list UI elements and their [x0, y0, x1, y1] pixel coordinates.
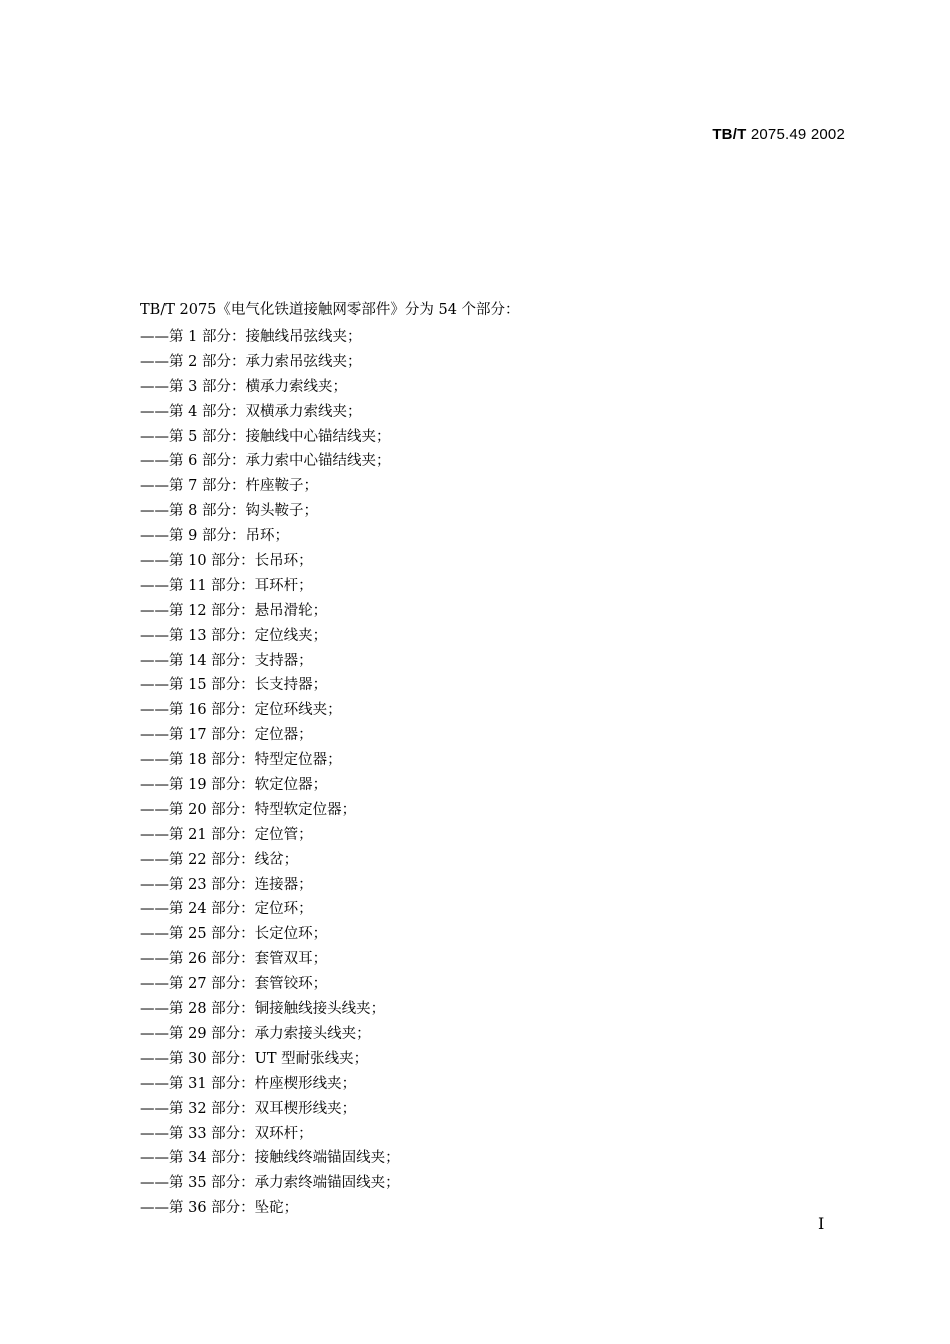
- page-number: I: [818, 1214, 825, 1233]
- list-item: ——第 18 部分：特型定位器；: [140, 752, 342, 769]
- list-item: ——第 19 部分：软定位器；: [140, 777, 328, 794]
- list-item: ——第 1 部分：接触线吊弦线夹；: [140, 329, 362, 345]
- list-item: ——第 2 部分：承力索吊弦线夹；: [140, 353, 362, 370]
- list-item: ——第 30 部分：UT 型耐张线夹；: [140, 1050, 369, 1067]
- list-item: ——第 22 部分：线岔；: [140, 851, 299, 868]
- list-item: ——第 11 部分：耳环杆；: [140, 577, 313, 594]
- list-item: ——第 26 部分：套管双耳；: [140, 951, 328, 968]
- list-item: ——第 5 部分：接触线中心锚结线夹；: [140, 428, 391, 445]
- list-item: ——第 21 部分：定位管；: [140, 826, 313, 843]
- list-item: ——第 3 部分：横承力索线夹；: [140, 378, 347, 395]
- list-item: ——第 31 部分：杵座楔形线夹；: [140, 1075, 357, 1092]
- standard-code-header: [712, 126, 845, 143]
- list-item: ——第 10 部分：长吊环；: [140, 553, 313, 570]
- standard-code-prefix: TB/T: [712, 126, 747, 143]
- list-item: ——第 16 部分：定位环线夹；: [140, 702, 342, 719]
- list-item: ——第 36 部分：坠砣；: [140, 1200, 299, 1217]
- list-item: ——第 32 部分：双耳楔形线夹；: [140, 1100, 357, 1117]
- list-item: ——第 28 部分：铜接触线接头线夹；: [140, 1001, 386, 1018]
- list-item: ——第 25 部分：长定位环；: [140, 926, 328, 943]
- list-item: ——第 35 部分：承力索终端锚固线夹；: [140, 1175, 400, 1192]
- parts-list: [140, 325, 400, 1221]
- list-item: ——第 20 部分：特型软定位器；: [140, 801, 357, 818]
- list-item: ——第 33 部分：双环杆；: [140, 1125, 313, 1142]
- list-item: ——第 29 部分：承力索接头线夹；: [140, 1025, 371, 1042]
- list-item: ——第 27 部分：套管铰环；: [140, 976, 328, 993]
- list-item: ——第 8 部分：钩头鞍子；: [140, 503, 318, 520]
- list-item: ——第 12 部分：悬吊滑轮；: [140, 602, 328, 619]
- standard-code-number: 2075.49 2002: [750, 126, 845, 143]
- list-item: ——第 14 部分：支持器；: [140, 652, 313, 669]
- list-item: ——第 24 部分：定位环；: [140, 901, 313, 918]
- list-item: ——第 17 部分：定位器；: [140, 727, 313, 744]
- list-item: ——第 23 部分：连接器；: [140, 876, 313, 893]
- list-item: ——第 15 部分：长支持器；: [140, 677, 328, 694]
- list-item: ——第 4 部分：双横承力索线夹；: [140, 403, 362, 420]
- intro-paragraph: TB/T 2075《电气化铁道接触网零部件》分为 54 个部分：: [140, 302, 520, 318]
- list-item: ——第 9 部分：吊环；: [140, 528, 289, 545]
- list-item: ——第 6 部分：承力索中心锚结线夹；: [140, 453, 391, 470]
- page-title: [0, 230, 950, 252]
- list-item: ——第 34 部分：接触线终端锚固线夹；: [140, 1150, 400, 1167]
- list-item: ——第 7 部分：杵座鞍子；: [140, 478, 318, 495]
- list-item: ——第 13 部分：定位线夹；: [140, 627, 328, 644]
